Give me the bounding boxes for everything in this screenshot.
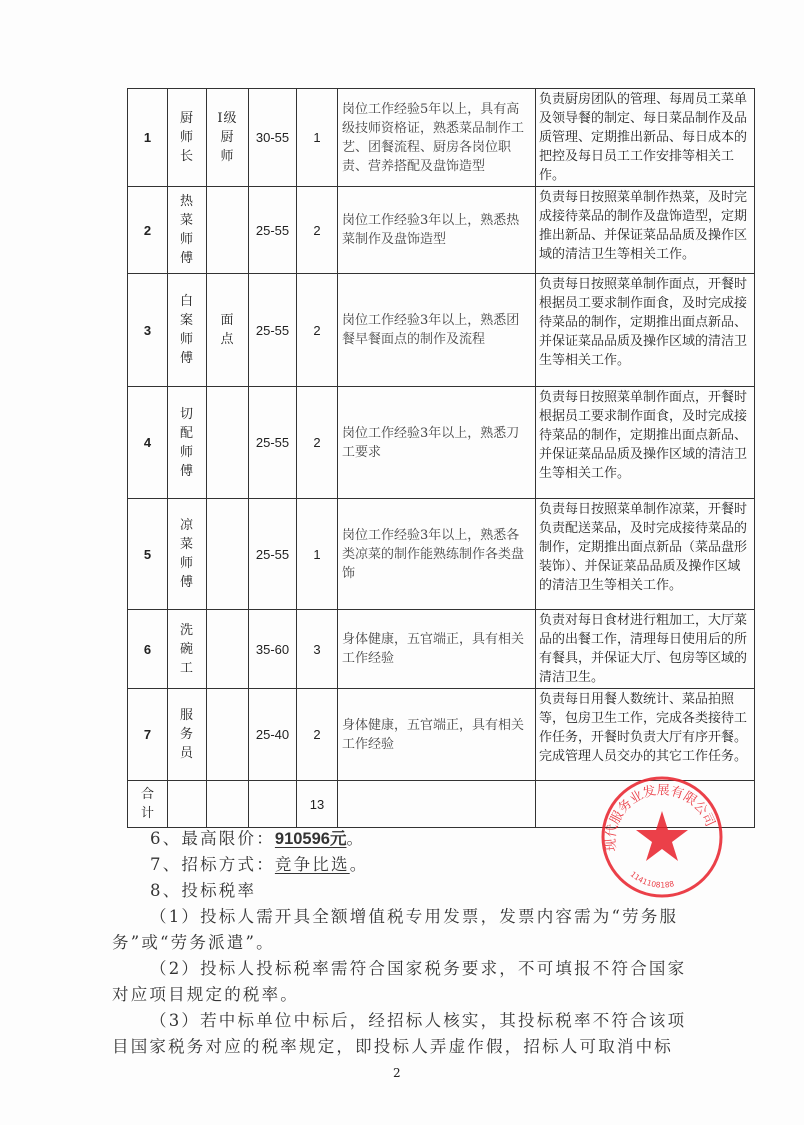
requirement: 岗位工作经验3年以上，熟悉团餐早餐面点的制作及流程 [338,274,536,387]
total-row [128,781,755,828]
max-price-label: 6、最高限价： [150,829,275,848]
punct: 。 [349,855,369,874]
empty-cell [168,781,207,828]
item-bid-method [112,852,692,878]
headcount: 1 [297,89,338,187]
paragraph-3: （3）若中标单位中标后，经招标人核实，其投标税率不符合该项 [150,1011,687,1030]
position-level: 面点 [207,274,249,387]
staff-table [127,88,755,828]
total-count: 13 [297,781,338,828]
position-name: 热菜师傅 [168,187,207,274]
duty-description: 负责每日按照菜单制作面点，开餐时根据员工要求制作面食，及时完成接待菜品的制作，定期推出面点新品、并保证菜品品质及操作区域的清洁卫生等相关工作。 [536,387,755,499]
empty-cell [249,781,297,828]
paragraph-2-cont: 对应项目规定的税率。 [112,985,299,1004]
age-range: 25-40 [249,689,297,781]
position-level [207,187,249,274]
table-row [128,610,755,689]
position-name: 切配师傅 [168,387,207,499]
requirement: 身体健康，五官端正，具有相关工作经验 [338,610,536,689]
empty-cell [536,781,755,828]
requirement: 岗位工作经验3年以上，熟悉各类凉菜的制作能熟练制作各类盘饰 [338,499,536,610]
table-row [128,387,755,499]
empty-cell [207,781,249,828]
paragraph-3-cont: 目国家税务对应的税率规定，即投标人弄虚作假，招标人可取消中标 [112,1037,673,1056]
position-level [207,689,249,781]
position-level [207,499,249,610]
paragraph-1: （1）投标人需开具全额增值税专用发票，发票内容需为“劳务服 [150,907,679,926]
duty-description: 负责每日按照菜单制作热菜，及时完成接待菜品的制作及盘饰造型，定期推出新品、并保证菜品品质及操作区域的清洁卫生等相关工作。 [536,187,755,274]
row-number: 2 [128,187,168,274]
duty-description: 负责厨房团队的管理、每周员工菜单及领导餐的制定、每日菜品制作及品质管理、定期推出新品、每日成本的把控及每日员工工作安排等相关工作。 [536,89,755,187]
svg-text:1141108188: 1141108188 [628,869,675,890]
punct: 。 [346,829,366,848]
table-row [128,187,755,274]
row-number: 6 [128,610,168,689]
headcount: 2 [297,689,338,781]
age-range: 35-60 [249,610,297,689]
headcount: 3 [297,610,338,689]
page-number: 2 [393,1066,401,1080]
headcount: 1 [297,499,338,610]
paragraph-2: （2）投标人投标税率需符合国家税务要求，不可填报不符合国家 [150,959,687,978]
requirement: 身体健康，五官端正，具有相关工作经验 [338,689,536,781]
headcount: 2 [297,187,338,274]
bid-method-label: 7、招标方式： [150,855,275,874]
row-number: 3 [128,274,168,387]
empty-cell [338,781,536,828]
duty-description: 负责每日按照菜单制作凉菜，开餐时负责配送菜品，及时完成接待菜品的制作，定期推出面点新品（菜品盘形装饰）、并保证菜品品质及操作区域的清洁卫生等相关工作。 [536,499,755,610]
age-range: 25-55 [249,387,297,499]
table-row [128,89,755,187]
row-number: 5 [128,499,168,610]
item-tax-rate-heading: 8、投标税率 [150,881,257,900]
table-row [128,499,755,610]
requirement: 岗位工作经验3年以上，熟悉刀工要求 [338,387,536,499]
headcount: 2 [297,387,338,499]
age-range: 25-55 [249,499,297,610]
table-row [128,274,755,387]
paragraph-1-cont: 务”或“劳务派遣”。 [112,933,275,952]
position-name: 服务员 [168,689,207,781]
requirement: 岗位工作经验3年以上，熟悉热菜制作及盘饰造型 [338,187,536,274]
age-range: 25-55 [249,187,297,274]
duty-description: 负责每日按照菜单制作面点，开餐时根据员工要求制作面食，及时完成接待菜品的制作，定期推出面点新品、并保证菜品品质及操作区域的清洁卫生等相关工作。 [536,274,755,387]
max-price-value: 910596元 [274,830,347,848]
position-name: 洗碗工 [168,610,207,689]
age-range: 30-55 [249,89,297,187]
age-range: 25-55 [249,274,297,387]
requirement: 岗位工作经验5年以上，具有高级技师资格证，熟悉菜品制作工艺、团餐流程、厨房各岗位职责、营养搭配及盘饰造型 [338,89,536,187]
position-name: 厨师长 [168,89,207,187]
svg-text:现代服务业发展有限公司: 现代服务业发展有限公司 [603,783,718,852]
bid-method-value: 竞争比选 [274,855,350,874]
body-text [112,826,692,1060]
row-number: 4 [128,387,168,499]
row-number: 1 [128,89,168,187]
duty-description: 负责每日用餐人数统计、菜品拍照等，包房卫生工作，完成各类接待工作任务，开餐时负责大厅有序开餐。完成管理人员交办的其它工作任务。 [536,689,755,781]
table-row [128,689,755,781]
duty-description: 负责对每日食材进行粗加工，大厅菜品的出餐工作，清理每日使用后的所有餐具，并保证大厅、包房等区域的清洁卫生。 [536,610,755,689]
position-level: Ⅰ级厨师 [207,89,249,187]
position-name: 白案师傅 [168,274,207,387]
position-level [207,387,249,499]
position-name: 凉菜师傅 [168,499,207,610]
headcount: 2 [297,274,338,387]
item-max-price [112,826,692,852]
row-number: 7 [128,689,168,781]
total-label: 合计 [128,781,168,828]
position-level [207,610,249,689]
